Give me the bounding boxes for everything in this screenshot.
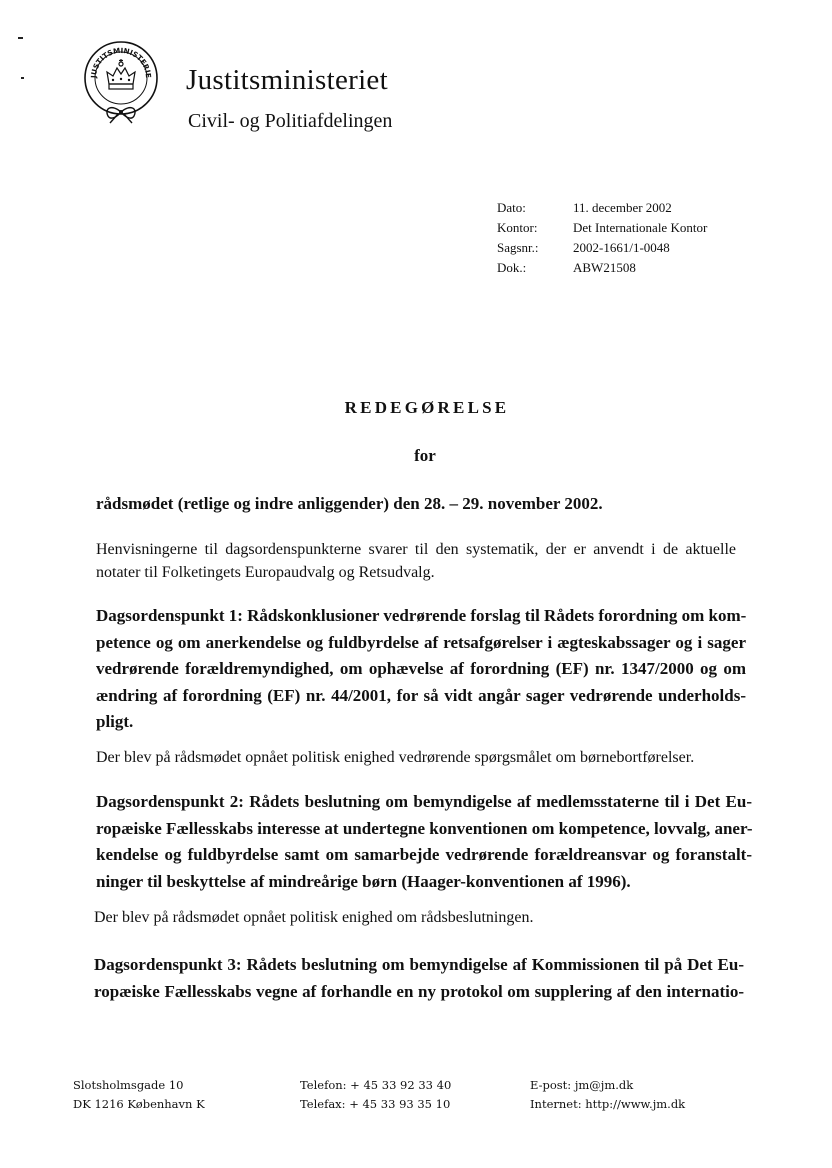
- title-for: for: [414, 446, 436, 465]
- footer-address: [73, 1076, 205, 1114]
- agenda-item-2: [96, 789, 752, 895]
- footer-internet: Internet: http://www.jm.dk: [530, 1097, 686, 1111]
- meta-row-document: [497, 258, 707, 278]
- agenda-item-3: [94, 952, 744, 1005]
- text-line: Dagsordenspunkt 3: Rådets beslutning om bemyndigelse af Kommissionen til på Det Eu-: [94, 955, 744, 974]
- text-line: ændring af forordning (EF) nr. 44/2001, for så vidt angår sager vedrørende underholds-: [96, 685, 746, 705]
- meta-value: ABW21508: [573, 260, 636, 275]
- svg-text:JUSTITSMINISTERIET: JUSTITSMINISTERIE: [88, 45, 154, 79]
- agenda-item-1-result: Der blev på rådsmødet opnået politisk enighed vedrørende spørgsmålet om børnebortførelser.: [96, 749, 695, 766]
- scan-speck: [21, 77, 24, 79]
- meeting-heading: rådsmødet (retlige og indre anliggender) den 28. – 29. november 2002.: [96, 494, 603, 513]
- text-line: pligt.: [96, 712, 134, 731]
- scan-speck: [18, 37, 23, 39]
- meta-value: Det Internationale Kontor: [573, 220, 708, 235]
- text-line: notater til Folketingets Europaudvalg og Retsudvalg.: [96, 564, 435, 581]
- crown-seal-icon: [80, 38, 162, 124]
- meta-label: Kontor:: [497, 220, 538, 235]
- agenda-item-1: [96, 603, 746, 736]
- ministry-emblem: [80, 38, 162, 124]
- meta-row-office: [497, 218, 707, 238]
- meta-row-date: [497, 198, 707, 218]
- footer-telefax: Telefax: + 45 33 93 35 10: [300, 1097, 451, 1111]
- text-line: ropæiske Fællesskabs vegne af forhandle en ny protokol om supplering af den internatio-: [94, 981, 744, 1001]
- footer-street: Slotsholmsgade 10: [73, 1078, 184, 1092]
- footer-telephone: Telefon: + 45 33 92 33 40: [300, 1078, 452, 1092]
- meta-label: Sagsnr.:: [497, 240, 539, 255]
- text-line: Dagsordenspunkt 2: Rådets beslutning om bemyndigelse af medlemsstaterne til i Det Eu-: [96, 792, 752, 811]
- text-line: ninger til beskyttelse af mindreårige børn (Haager-konventionen af 1996).: [96, 871, 631, 891]
- meta-label: Dok.:: [497, 260, 527, 275]
- meta-label: Dato:: [497, 200, 526, 215]
- text-line: Dagsordenspunkt 1: Rådskonklusioner vedrørende forslag til Rådets forordning om kom-: [96, 606, 747, 625]
- text-line: petence og om anerkendelse og fuldbyrdelse af retsafgørelser i ægteskabssager og i sager: [96, 632, 746, 652]
- footer-email: E-post: jm@jm.dk: [530, 1078, 634, 1092]
- meta-row-case-number: [497, 238, 707, 258]
- ministry-name: Justitsministeriet: [186, 64, 388, 96]
- intro-paragraph: [96, 538, 736, 584]
- agenda-item-2-result: Der blev på rådsmødet opnået politisk enighed om rådsbeslutningen.: [94, 909, 534, 926]
- text-line: ropæiske Fællesskabs interesse at undertegne konventionen om kompetence, lovvalg, aner-: [96, 818, 753, 838]
- meta-value: 2002-1661/1-0048: [573, 240, 670, 255]
- footer-web: [530, 1076, 685, 1114]
- document-title: REDEGØRELSE: [344, 398, 510, 417]
- department-name: Civil- og Politiafdelingen: [188, 110, 393, 132]
- text-line: Henvisningerne til dagsordenspunkterne svarer til den systematik, der er anvendt i de aktuelle: [96, 541, 736, 558]
- text-line: kendelse og fuldbyrdelse samt om samarbejde vedrørende forældreansvar og foranstalt-: [96, 845, 752, 864]
- footer-phone: [300, 1076, 451, 1114]
- meta-value: 11. december 2002: [573, 200, 672, 215]
- text-line: vedrørende forældremyndighed, om ophævelse af forordning (EF) nr. 1347/2000 og om: [96, 659, 746, 678]
- document-metadata: [497, 198, 707, 278]
- footer-city: DK 1216 København K: [73, 1097, 205, 1111]
